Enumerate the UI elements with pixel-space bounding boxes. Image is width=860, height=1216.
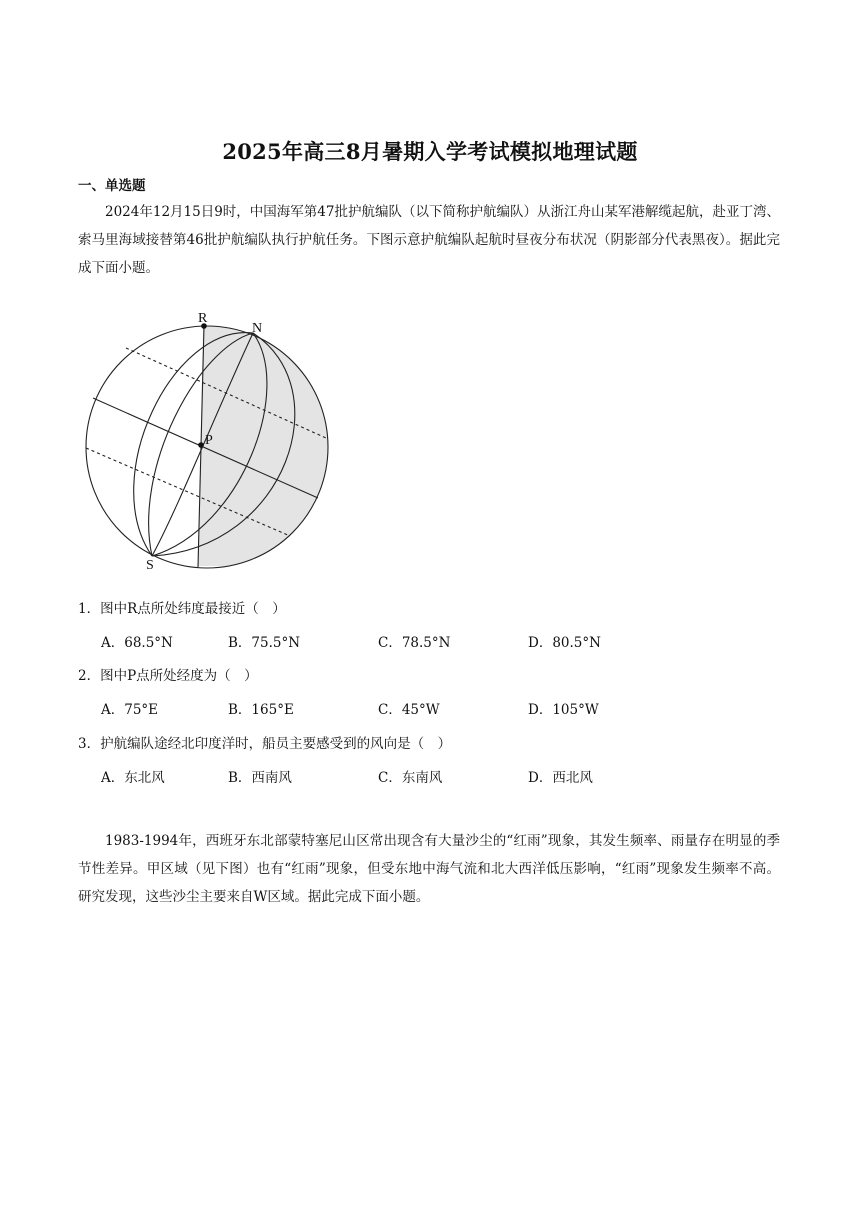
globe-figure	[78, 308, 338, 572]
option-d[interactable]: D．105°W	[528, 702, 599, 718]
option-c[interactable]: C．45°W	[378, 702, 440, 718]
question-1-stem: 1．图中R点所处纬度最接近（ ）	[78, 601, 286, 617]
option-b[interactable]: B．西南风	[228, 770, 292, 786]
option-c[interactable]: C．东南风	[378, 770, 443, 786]
option-a[interactable]: A．75°E	[101, 702, 159, 718]
option-d[interactable]: D．西北风	[528, 770, 593, 786]
label-n: N	[252, 321, 263, 336]
passage-1: 2024年12月15日9时，中国海军第47批护航编队（以下简称护航编队）从浙江舟山某军港解缆起航，赴亚丁湾、索马里海域接替第46批护航编队执行护航任务。下图示意护航编队起航时昼夜分布状况（阴影部分代表黑夜）。据此完成下面小题。	[78, 204, 780, 276]
question-2-stem: 2．图中P点所处经度为（ ）	[78, 668, 258, 684]
exam-title: 2025年高三8月暑期入学考试模拟地理试题	[222, 139, 638, 164]
option-c[interactable]: C．78.5°N	[378, 635, 451, 651]
option-b[interactable]: B．75.5°N	[228, 635, 301, 651]
label-r: R	[198, 311, 208, 326]
point-p	[198, 442, 204, 448]
question-3-stem: 3．护航编队途经北印度洋时，船员主要感受到的风向是（ ）	[78, 736, 452, 752]
passage-2: 1983-1994年，西班牙东北部蒙特塞尼山区常出现含有大量沙尘的“红雨”现象，其发生频率、雨量存在明显的季节性差异。甲区域（见下图）也有“红雨”现象，但受东地中海气流和北大西洋低压影响，“红雨”现象发生频率不高。研究发现，这些沙尘主要来自W区域。据此完成下面小题。	[78, 833, 780, 905]
option-d[interactable]: D．80.5°N	[528, 635, 601, 651]
option-b[interactable]: B．165°E	[228, 702, 294, 718]
label-p: P	[205, 433, 213, 448]
option-a[interactable]: A．东北风	[101, 770, 165, 786]
section-heading: 一、单选题	[78, 178, 146, 194]
night-shading	[198, 326, 338, 566]
option-a[interactable]: A．68.5°N	[101, 635, 173, 651]
label-s: S	[146, 558, 154, 572]
